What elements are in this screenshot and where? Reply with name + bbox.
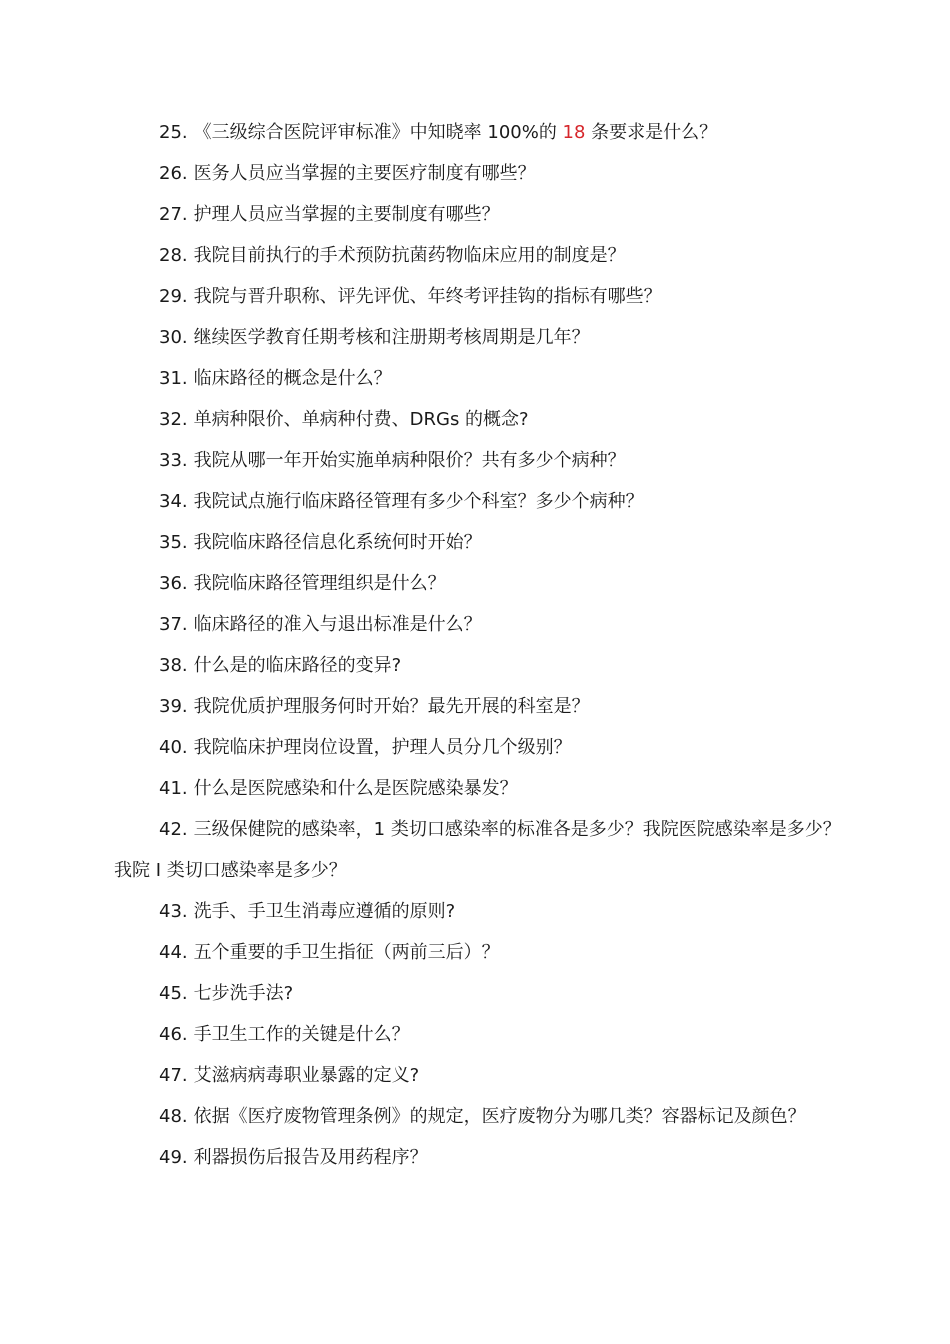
question-number: 46. (159, 1024, 188, 1045)
question-number: 25. (159, 122, 188, 143)
question-number: 45. (159, 983, 188, 1004)
question-text: 什么是的临床路径的变异? (193, 655, 402, 676)
question-text: 洗手、手卫生消毒应遵循的原则? (193, 901, 456, 922)
question-text: 条要求是什么？ (585, 122, 718, 143)
question-item (114, 399, 850, 440)
question-item (114, 932, 850, 973)
question-text: 继续医学教育任期考核和注册期考核周期是几年？ (193, 327, 590, 348)
question-number: 37. (159, 614, 188, 635)
question-text: 我院临床路径管理组织是什么？ (193, 573, 446, 594)
question-text: 七步洗手法? (193, 983, 294, 1004)
question-number: 49. (159, 1147, 188, 1168)
question-text: 护理人员应当掌握的主要制度有哪些？ (193, 204, 500, 225)
question-number: 36. (159, 573, 188, 594)
question-text: 《三级综合医院评审标准》中知晓率 100%的 (193, 122, 563, 143)
question-number: 42. (159, 819, 188, 840)
question-item (114, 317, 850, 358)
question-item (114, 358, 850, 399)
question-text: 依据《医疗废物管理条例》的规定，医疗废物分为哪几类？容器标记及颜色？ (193, 1106, 806, 1127)
question-number: 28. (159, 245, 188, 266)
question-number: 27. (159, 204, 188, 225)
question-text: 我院从哪一年开始实施单病种限价？共有多少个病种？ (193, 450, 626, 471)
question-text: 三级保健院的感染率，1 类切口感染率的标准各是多少？我院医院感染率是多少？我院 I 类切口感染率是多少？ (114, 819, 841, 881)
question-text: 我院目前执行的手术预防抗菌药物临床应用的制度是？ (193, 245, 626, 266)
question-item (114, 276, 850, 317)
question-item (114, 604, 850, 645)
question-text: 单病种限价、单病种付费、DRGs 的概念? (193, 409, 529, 430)
question-number: 41. (159, 778, 188, 799)
question-number: 32. (159, 409, 188, 430)
question-number: 33. (159, 450, 188, 471)
question-item (114, 440, 850, 481)
question-number: 30. (159, 327, 188, 348)
question-text: 手卫生工作的关键是什么？ (193, 1024, 410, 1045)
question-number: 47. (159, 1065, 188, 1086)
question-number: 31. (159, 368, 188, 389)
question-item (114, 563, 850, 604)
question-text: 利器损伤后报告及用药程序？ (193, 1147, 428, 1168)
question-text: 什么是医院感染和什么是医院感染暴发？ (193, 778, 518, 799)
question-item (114, 809, 850, 891)
question-item (114, 481, 850, 522)
question-number: 29. (159, 286, 188, 307)
question-text: 我院与晋升职称、评先评优、年终考评挂钩的指标有哪些？ (193, 286, 662, 307)
question-number: 40. (159, 737, 188, 758)
question-item (114, 973, 850, 1014)
highlighted-number: 18 (562, 122, 586, 143)
question-item (114, 522, 850, 563)
question-item (114, 891, 850, 932)
question-item (114, 153, 850, 194)
question-number: 26. (159, 163, 188, 184)
question-item (114, 1137, 850, 1178)
question-list (114, 112, 850, 1178)
question-number: 48. (159, 1106, 188, 1127)
question-item (114, 768, 850, 809)
question-item (114, 645, 850, 686)
question-number: 43. (159, 901, 188, 922)
question-text: 我院临床护理岗位设置，护理人员分几个级别？ (193, 737, 572, 758)
question-item (114, 727, 850, 768)
question-text: 我院优质护理服务何时开始？最先开展的科室是？ (193, 696, 590, 717)
question-text: 我院临床路径信息化系统何时开始？ (193, 532, 482, 553)
question-item (114, 194, 850, 235)
question-number: 39. (159, 696, 188, 717)
question-item (114, 1055, 850, 1096)
question-text: 五个重要的手卫生指征（两前三后）？ (193, 942, 500, 963)
question-text: 艾滋病病毒职业暴露的定义? (193, 1065, 420, 1086)
question-item (114, 1096, 850, 1137)
question-text: 医务人员应当掌握的主要医疗制度有哪些？ (193, 163, 536, 184)
question-number: 35. (159, 532, 188, 553)
question-item (114, 686, 850, 727)
question-item (114, 235, 850, 276)
question-text: 临床路径的准入与退出标准是什么？ (193, 614, 482, 635)
question-item (114, 112, 850, 153)
question-text: 临床路径的概念是什么？ (193, 368, 392, 389)
question-number: 44. (159, 942, 188, 963)
question-number: 38. (159, 655, 188, 676)
question-item (114, 1014, 850, 1055)
question-number: 34. (159, 491, 188, 512)
question-text: 我院试点施行临床路径管理有多少个科室？多少个病种？ (193, 491, 644, 512)
